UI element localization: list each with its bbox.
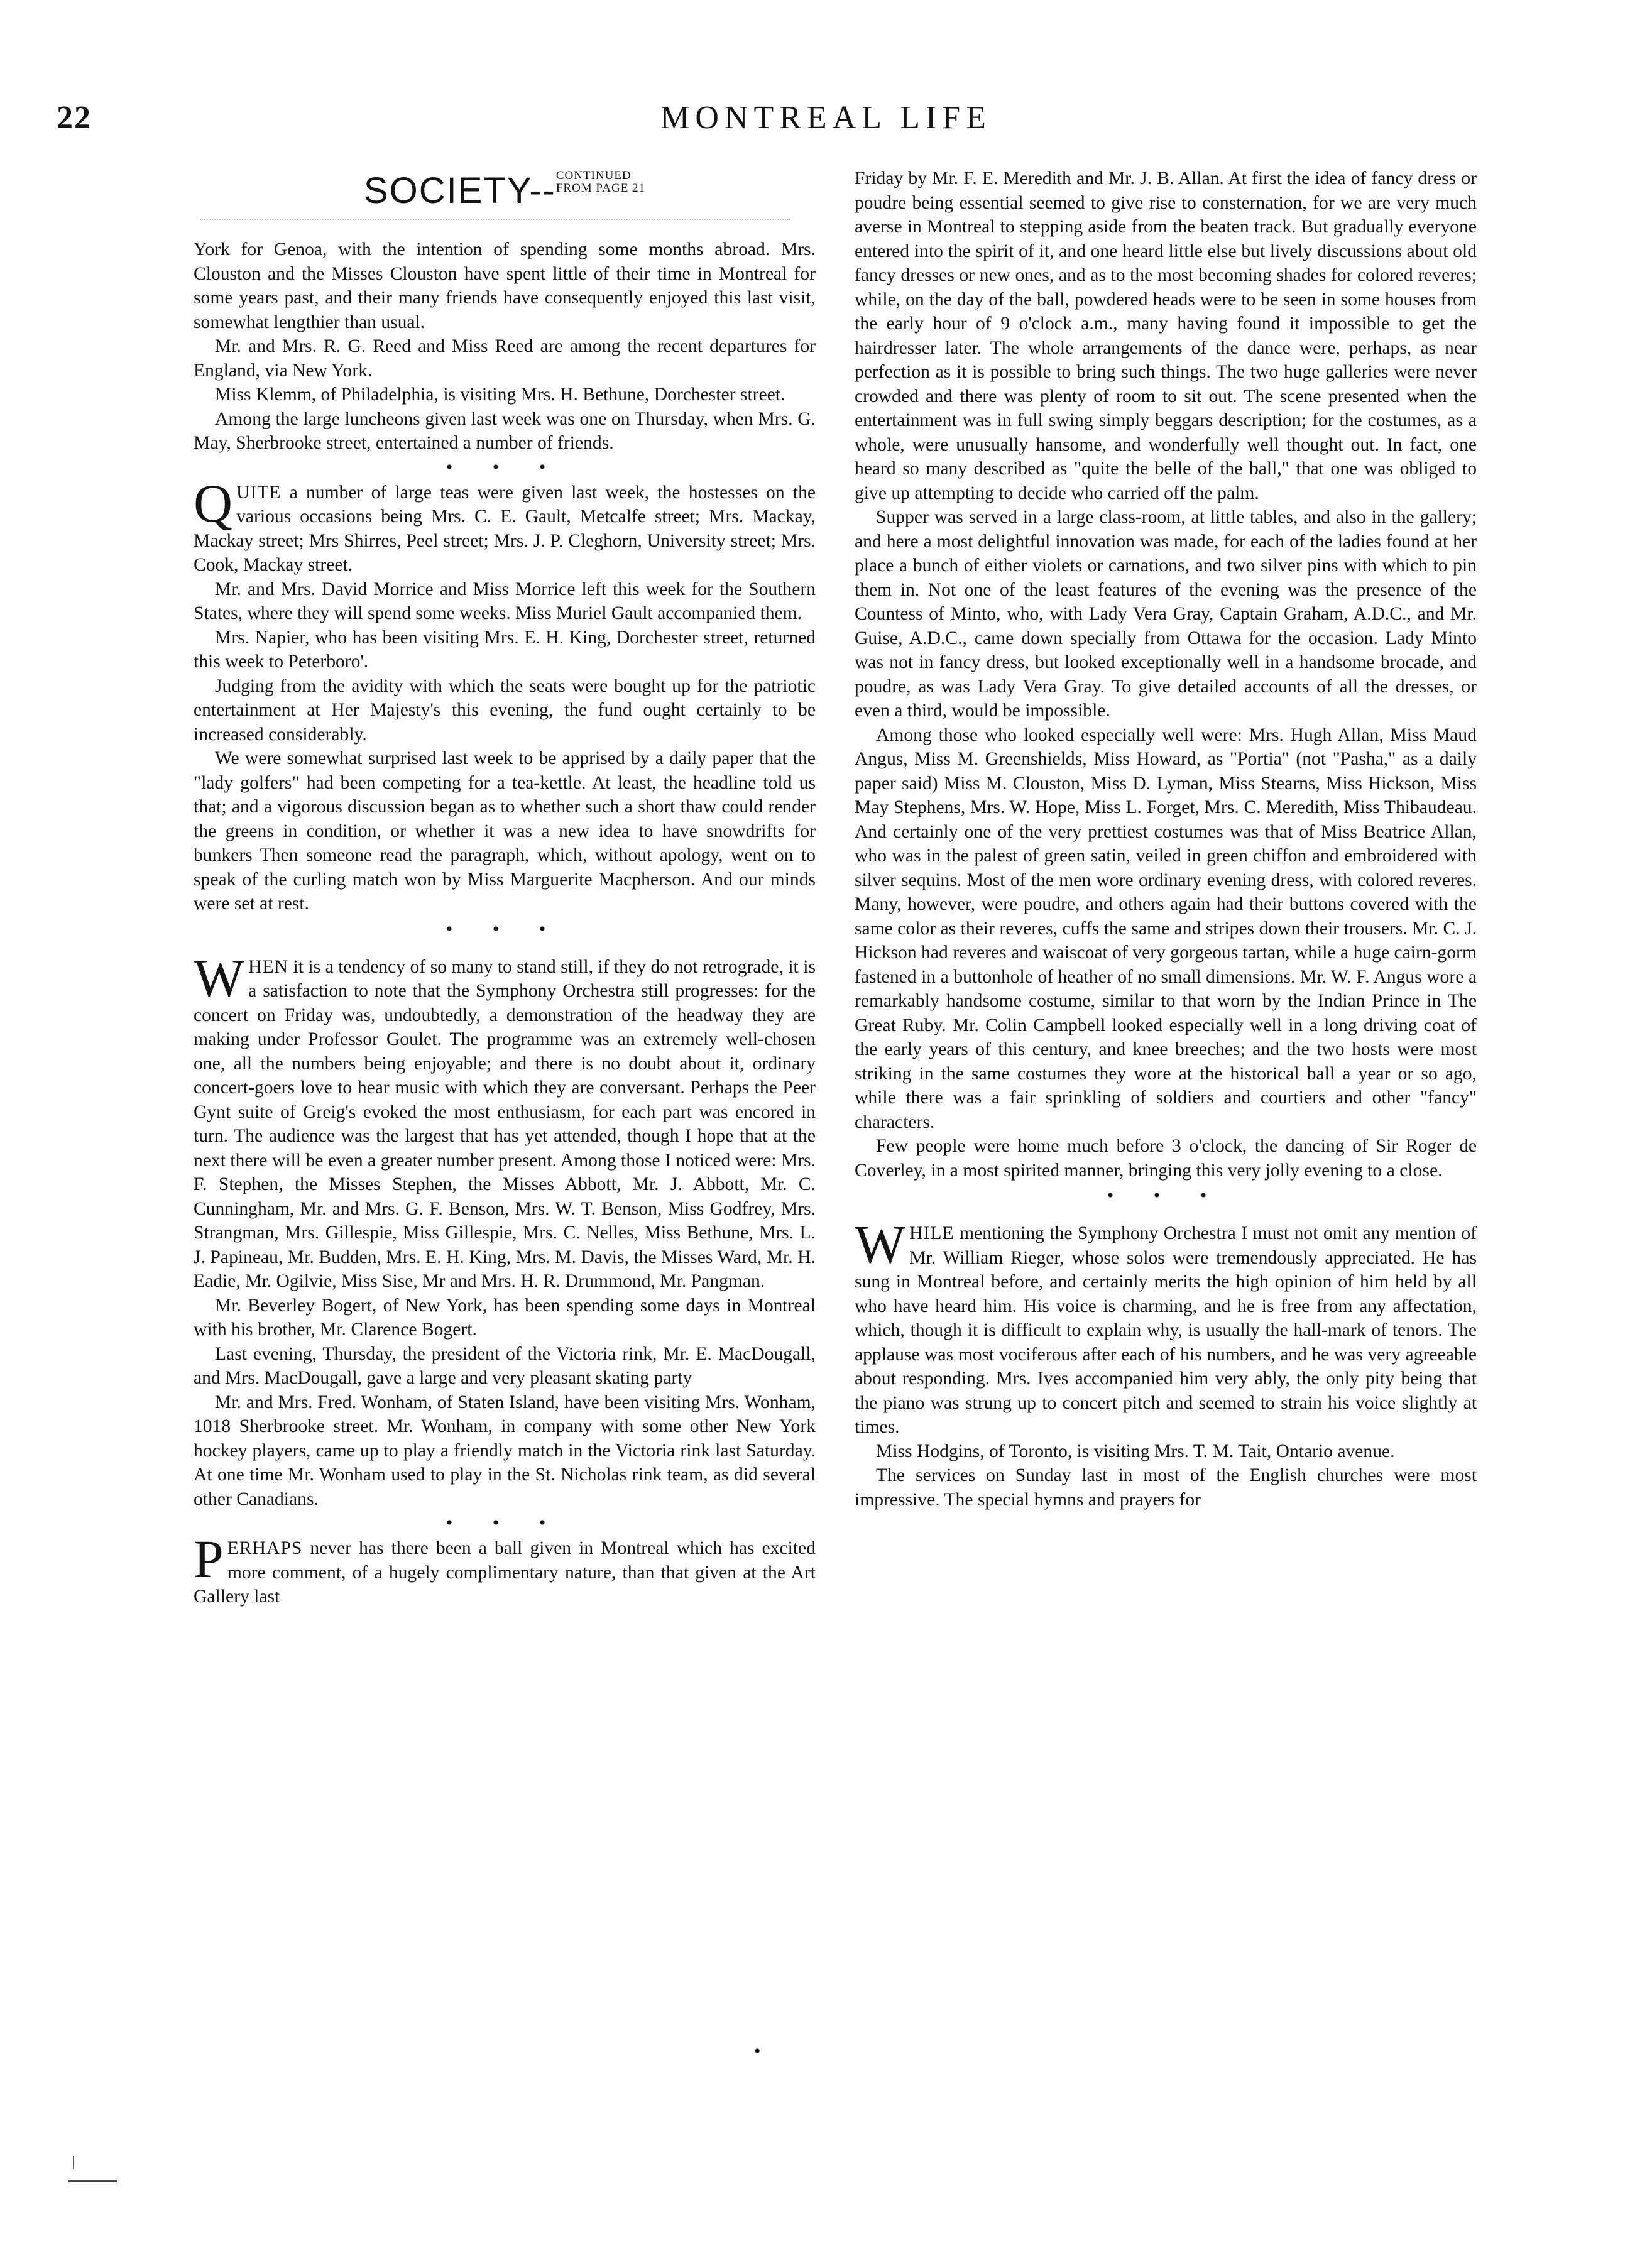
paragraph: Last evening, Thursday, the president of the Victoria rink, Mr. E. MacDougall, and Mrs. MacDougall, gave a large and very pleasant skating party (194, 1343, 816, 1388)
drop-cap: P (194, 1529, 224, 1589)
paragraph: Supper was served in a large class-room, at little tables, and also in the gallery; and here a most delightful innovation was made, for each of the ladies found at her place a bunch of either violets or carnations, and two silver pins with which to pin them in. Not one of the least features of the evening was the presence of the Countess of Minto, who, with Lady Vera Gray, Captain Graham, A.D.C., and Mr. Guise, A.D.C., came down specially from Ottawa for the occasion. Lady Minto was not in fancy dress, but looked exceptionally well in a handsome brocade, and poudre, as was Lady Vera Gray. To give detailed accounts of all the dresses, or even a third, would be impossible. (855, 507, 1477, 721)
drop-cap: W (855, 1214, 906, 1274)
margin-tick (73, 2156, 78, 2169)
stray-mark: • (754, 2041, 761, 2062)
paragraph: The services on Sunday last in most of the English churches were most impressive. The special hymns and prayers for (855, 1465, 1477, 1510)
drop-cap: W (194, 947, 245, 1008)
paragraph: Mr. and Mrs. Fred. Wonham, of Staten Island, have been visiting Mrs. Wonham, 1018 Sherbrooke street. Mr. Wonham, in company with some other New York hockey players, came up to play a friendly match in the Victoria rink last Saturday. At one time Mr. Wonham used to play in the St. Nicholas rink team, as did several other Canadians. (194, 1392, 816, 1509)
paragraph: Few people were home much before 3 o'clock, the dancing of Sir Roger de Coverley, in a most spirited manner, bringing this very jolly evening to a close. (855, 1136, 1477, 1181)
page-number: 22 (57, 100, 92, 136)
section-separator: • • • (446, 456, 564, 478)
lead-word: HEN (248, 956, 288, 977)
paragraph (194, 947, 816, 1294)
paragraph-text: mentioning the Symphony Orchestra I must not omit any mention of Mr. William Rieger, whose solos were tremendously appreciated. He has sung in Montreal before, and certainly merits the high opinion of him held by all who have heard him. His voice is charming, and he is free from any affectation, which, though it is difficult to explain why, is usually the hall-mark of tenors. The applause was most vociferous after each of his numbers, and he was very agreeable about responding. Mrs. Ives accompanied him very ably, the only pity being that the piano was strung up to concert pitch and seemed to strain his voice slightly at times. (855, 1223, 1477, 1437)
paragraph-text: never has there been a ball given in Montreal which has excited more comment, of a hugely complimentary nature, than that given at the Art Gallery last (194, 1538, 816, 1607)
section-separator: • • • (1107, 1185, 1225, 1206)
paragraph: Mrs. Napier, who has been visiting Mrs. E. H. King, Dorchester street, returned this week to Peterboro'. (194, 627, 816, 672)
continued-line-1: CONTINUED (555, 169, 632, 182)
right-column (855, 167, 1477, 1512)
drop-cap: Q (194, 472, 233, 533)
running-title: MONTREAL LIFE (660, 100, 992, 136)
lead-word: ERHAPS (227, 1538, 303, 1558)
paragraph: Miss Hodgins, of Toronto, is visiting Mrs. T. M. Tait, Ontario avenue. (876, 1441, 1395, 1461)
paragraph: Judging from the avidity with which the seats were bought up for the patriotic entertainment at Her Majesty's this evening, the fund ought certainly to be increased considerably. (194, 675, 816, 745)
paragraph (194, 472, 816, 577)
section-separator: • • • (446, 1512, 564, 1533)
paragraph: Among the large luncheons given last week was one on Thursday, when Mrs. G. May, Sherbrooke street, entertained a number of friends. (194, 408, 816, 453)
paragraph: Mr. and Mrs. R. G. Reed and Miss Reed are among the recent departures for England, via New York. (194, 336, 816, 381)
paragraph (194, 1529, 816, 1609)
paragraph-text: a number of large teas were given last week, the hostesses on the various occasions being Mrs. C. E. Gault, Metcalfe street; Mrs. Mackay, Mackay street; Mrs Shirres, Peel street; Mrs. J. P. Cleghorn, University street; Mrs. Cook, Mackay street. (194, 482, 816, 575)
paragraph: Miss Klemm, of Philadelphia, is visiting Mrs. H. Bethune, Dorchester street. (215, 385, 785, 405)
section-title-text: SOCIETY-- (363, 170, 556, 211)
continued-note (556, 170, 645, 195)
paragraph: Mr. and Mrs. David Morrice and Miss Morrice left this week for the Southern States, where they will spend some weeks. Miss Muriel Gault accompanied them. (194, 579, 816, 623)
paragraph: Among those who looked especially well were: Mrs. Hugh Allan, Miss Maud Angus, Miss M. Greenshields, Miss Howard, as "Portia" (not "Pasha," as a daily paper said) Miss M. Clouston, Miss D. Lyman, Miss Stearns, Miss Hickson, Miss May Stephens, Mrs. W. Hope, Miss L. Forget, Mrs. C. Meredith, Miss Thibaudeau. And certainly one of the very prettiest costumes was that of Miss Beatrice Allan, who was in the palest of green satin, veiled in green chiffon and embroidered with silver sequins. Most of the men wore ordinary evening dress, with colored reveres. Many, however, were poudre, and others again had their buttons covered with the same color as their reveres, cuffs the same and stripes down their trousers. Mr. C. J. Hickson had reveres and waiscoat of very gorgeous tartan, while a huge cairn-gorm fastened in a buttonhole of heather of no small dimensions. Mr. W. F. Angus wore a remarkably handsome costume, similar to that worn by the Indian Prince in The Great Ruby. Mr. Colin Campbell looked especially well in a long driving coat of the early years of this century, and knee breeches; and the two hosts were most striking in the same costumes they wore at the historical ball a year or so ago, while there was a fair sprinkling of soldiers and courtiers and other "fancy" characters. (855, 724, 1477, 1132)
left-column (194, 170, 816, 1609)
paragraph: Mr. Beverley Bogert, of New York, has been spending some days in Montreal with his brother, Mr. Clarence Bogert. (194, 1295, 816, 1340)
margin-rule (68, 2180, 117, 2182)
lead-word: UITE (236, 482, 282, 503)
paragraph (855, 1214, 1477, 1439)
section-title (194, 170, 816, 211)
section-separator: • • • (446, 918, 564, 939)
lead-word: HILE (909, 1223, 955, 1243)
paragraph: We were somewhat surprised last week to be apprised by a daily paper that the "lady golfers" had been competing for a tea-kettle. At least, the headline told us that; and a vigorous discussion began as to whether such a short thaw could render the greens in condition, or whether it was a new idea to have snowdrifts for bunkers Then someone read the paragraph, which, without apology, went on to speak of the curling match won by Miss Marguerite Macpherson. And our minds were set at rest. (194, 748, 816, 914)
paragraph: Friday by Mr. F. E. Meredith and Mr. J. B. Allan. At first the idea of fancy dress or poudre being essential seemed to give rise to consternation, for we are very much averse in Montreal to stepping aside from the beaten track. But gradually everyone entered into the spirit of it, and one heard little else but lively discussions about old fancy dresses or new ones, and as to the most becoming shades for colored reveres; while, on the day of the ball, powdered heads were to be seen in some houses from the early hour of 9 o'clock a.m., many having found it impossible to get the hairdresser later. The whole arrangements of the dance were, perhaps, as near perfection as it is possible to bring such things. The two huge galleries were never crowded and there was plenty of room to sit out. The scene presented when the entertainment was in full swing simply beggars description; for the costumes, as a whole, were unusually hansome, and wonderfully well thought out. In fact, one heard so many described as "quite the belle of the ball," that one was obliged to give up attempting to decide who carried off the palm. (855, 168, 1477, 503)
paragraph-text: it is a tendency of so many to stand still, if they do not retrograde, it is a satisfaction to note that the Symphony Orchestra still progresses: for the concert on Friday was, undoubtedly, a demonstration of the headway they are making under Professor Goulet. The programme was an extremely well-chosen one, all the numbers being enjoyable; and there is no doubt about it, ordinary concert-goers love to hear music with which they are conversant. Perhaps the Peer Gynt suite of Greig's evoked the most enthusiasm, for each part was encored in turn. The audience was the largest that has yet attended, though I hope that at the next there will be even a greater number present. Among those I noticed were: Mrs. F. Stephen, the Misses Stephen, the Misses Abbott, Mr. J. Abbott, Mr. C. Cunningham, Mr. and Mrs. G. F. Benson, Mrs. W. T. Benson, Miss Godfrey, Mrs. Strangman, Mrs. Gillespie, Miss Gillespie, Mrs. C. Nelles, Miss Bethune, Mrs. L. J. Papineau, Mr. Budden, Mrs. E. H. King, Mrs. M. Davis, the Misses Ward, Mr. H. Eadie, Mr. Ogilvie, Miss Sise, Mr and Mrs. H. R. Drummond, Mr. Pangman. (194, 956, 816, 1291)
paragraph: York for Genoa, with the intention of spending some months abroad. Mrs. Clouston and the Misses Clouston have spent little of their time in Montreal for some years past, and their many friends have consequently enjoyed this last visit, somewhat lengthier than usual. (194, 239, 816, 332)
continued-line-2: FROM PAGE 21 (555, 182, 646, 195)
faint-rule (200, 219, 790, 222)
